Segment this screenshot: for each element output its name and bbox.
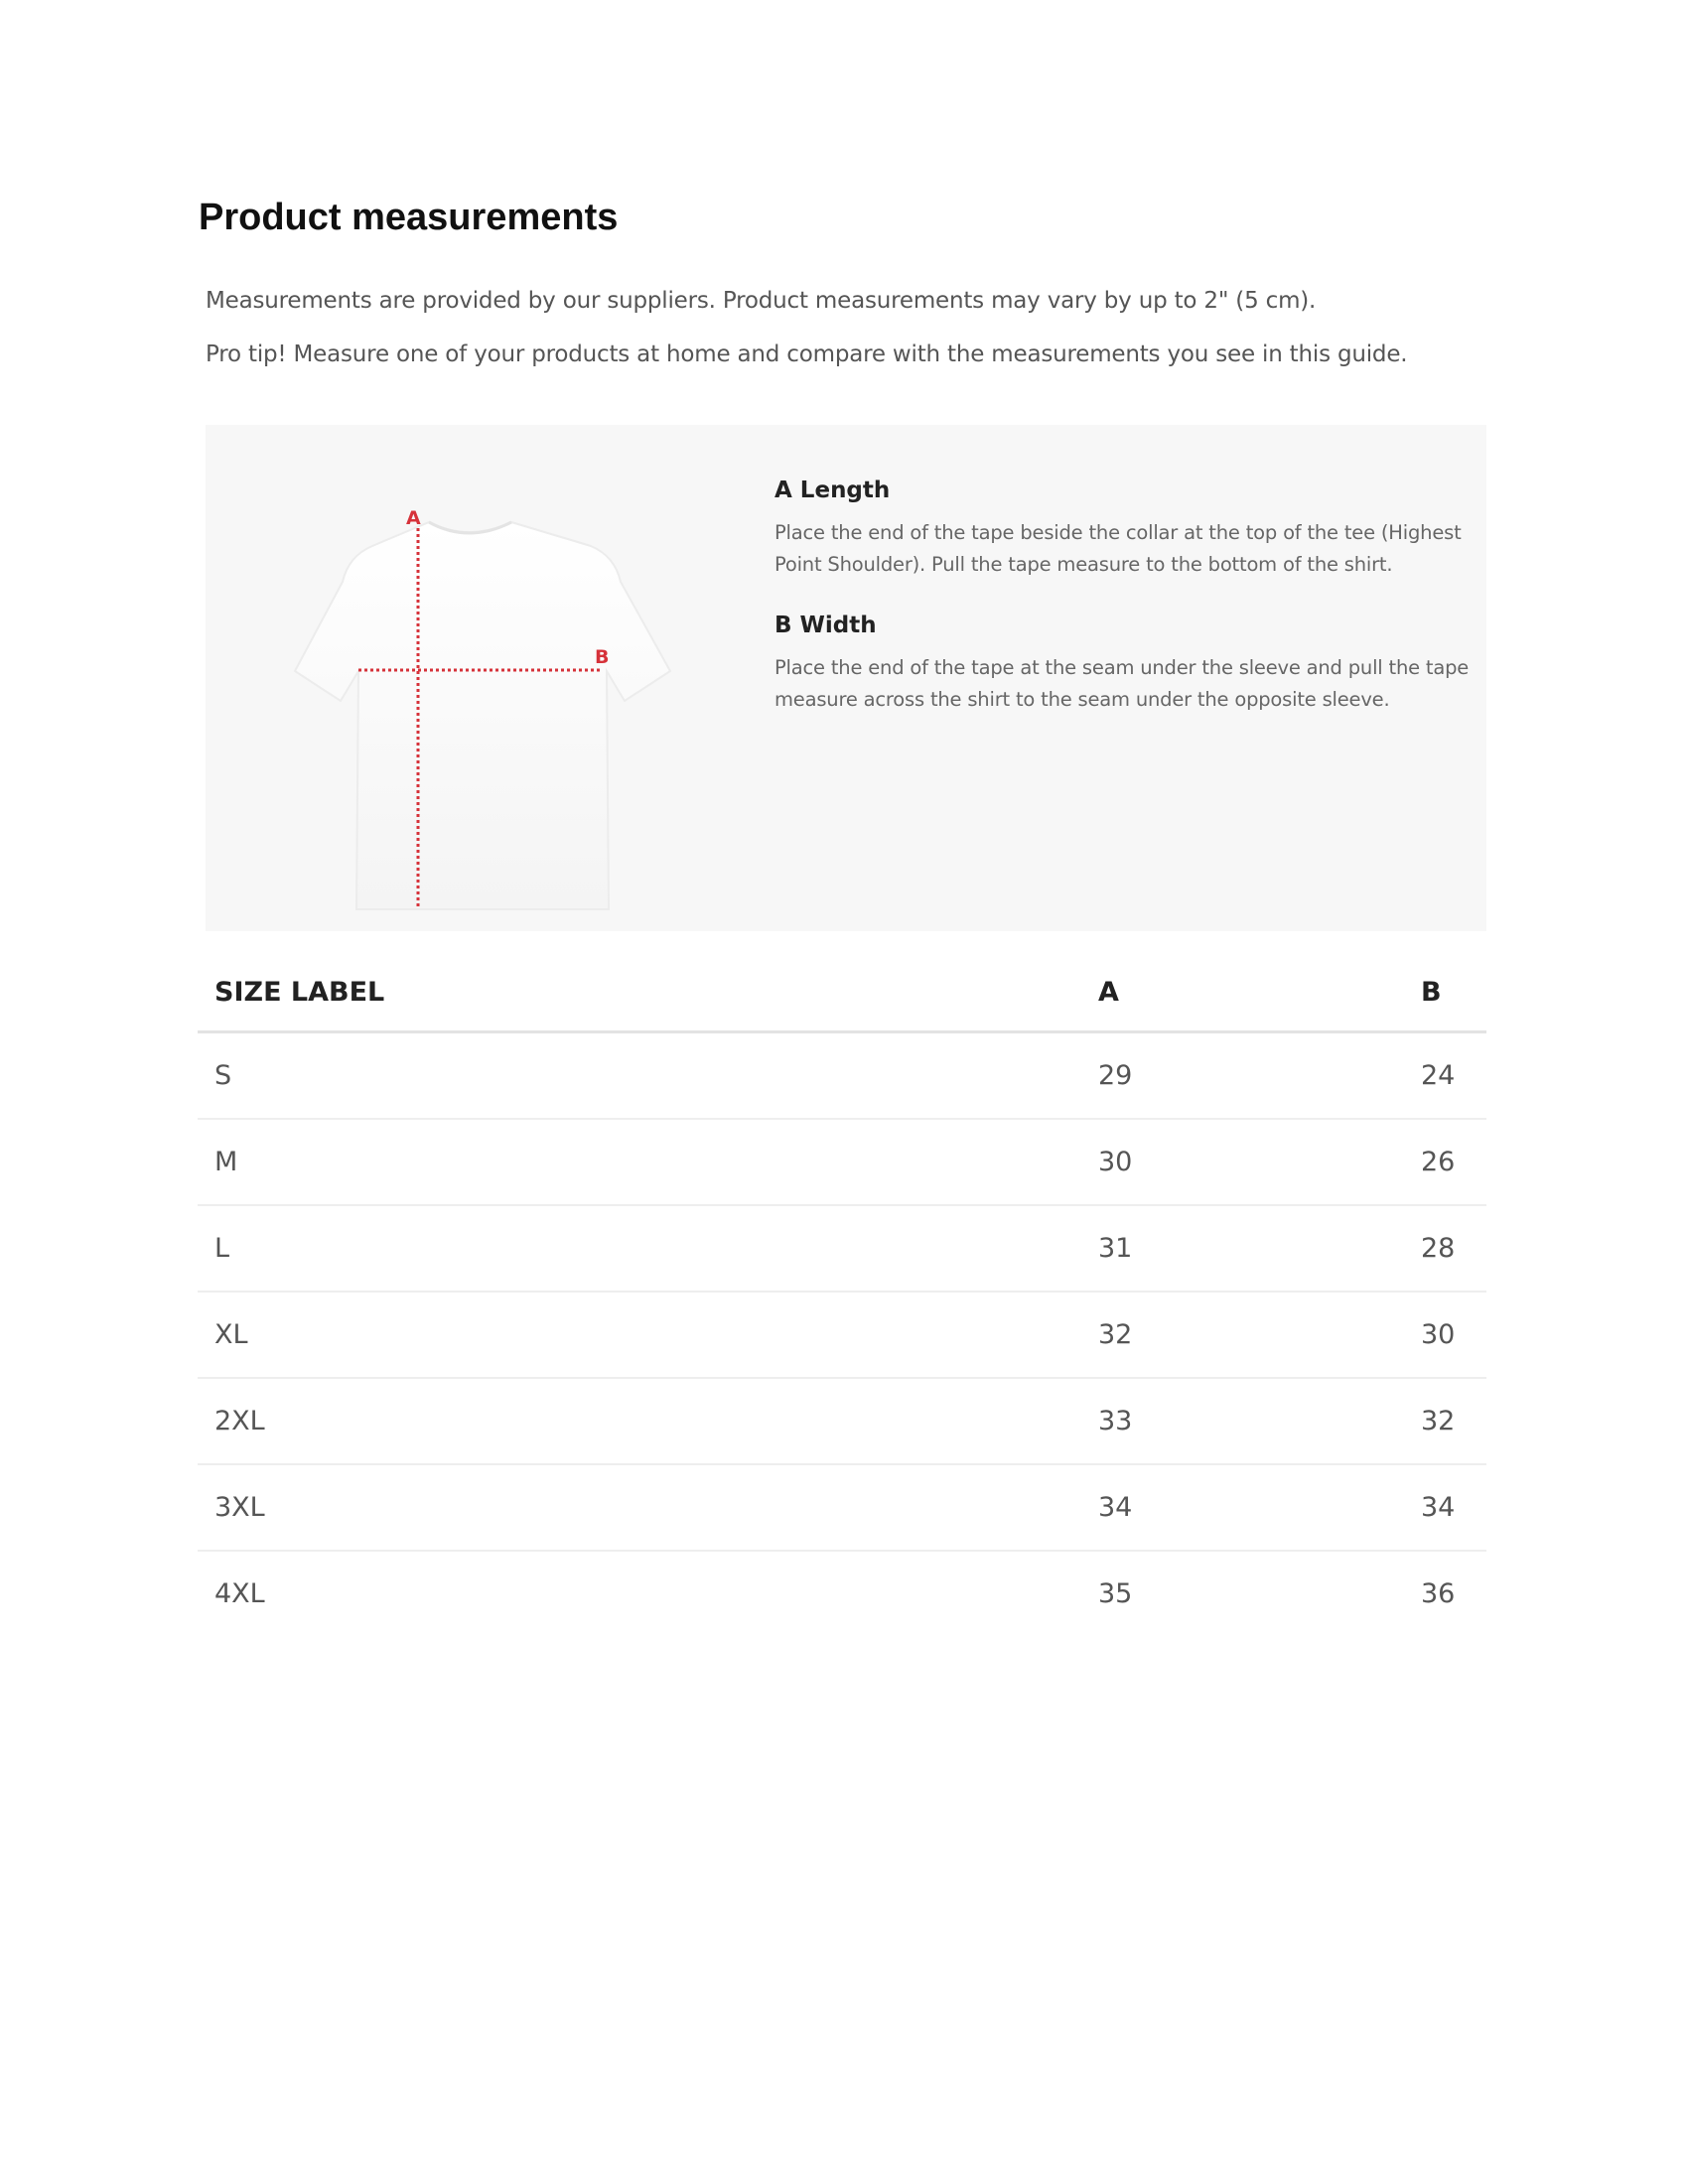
cell-size: 2XL xyxy=(198,1378,1098,1464)
cell-size: S xyxy=(198,1032,1098,1120)
cell-a: 30 xyxy=(1098,1119,1421,1205)
table-row xyxy=(198,1464,1486,1551)
marker-a: A xyxy=(406,507,421,529)
cell-a: 33 xyxy=(1098,1378,1421,1464)
cell-size: M xyxy=(198,1119,1098,1205)
cell-size: L xyxy=(198,1205,1098,1292)
table-row xyxy=(198,1292,1486,1378)
cell-size: 4XL xyxy=(214,1578,265,1609)
table-row xyxy=(198,1378,1486,1464)
tshirt-diagram xyxy=(255,494,732,911)
header-b: B xyxy=(1421,953,1486,1032)
header-size-label: SIZE LABEL xyxy=(198,953,1098,1032)
cell-b: 32 xyxy=(1421,1378,1486,1464)
width-title: B Width xyxy=(774,613,877,638)
intro-pro-tip: Pro tip! Measure one of your products at home and compare with the measurements you see in this guide. xyxy=(206,341,1408,367)
cell-b: 28 xyxy=(1421,1205,1486,1292)
width-description xyxy=(774,613,1470,716)
cell-b: 26 xyxy=(1421,1119,1486,1205)
cell-a: 35 xyxy=(1098,1578,1133,1609)
table-row xyxy=(198,1119,1486,1205)
cell-b: 34 xyxy=(1421,1464,1486,1551)
width-text: Place the end of the tape at the seam under the sleeve and pull the tape measure across the shirt to the seam under the opposite sleeve. xyxy=(774,656,1470,711)
tshirt-shape xyxy=(295,522,670,909)
cell-a: 29 xyxy=(1098,1032,1421,1120)
cell-b: 36 xyxy=(1421,1578,1456,1609)
measurement-guide-panel xyxy=(206,425,1486,931)
length-text: Place the end of the tape beside the collar at the top of the tee (Highest Point Shoulder). Pull the tape measure to the bottom of the shirt. xyxy=(774,521,1462,576)
cell-size: 3XL xyxy=(198,1464,1098,1551)
table-header-row xyxy=(198,953,1486,1032)
cell-a: 32 xyxy=(1098,1292,1421,1378)
table-row xyxy=(198,1032,1486,1120)
cell-b: 30 xyxy=(1421,1292,1486,1378)
size-chart-table xyxy=(198,953,1486,1636)
cell-b: 24 xyxy=(1421,1032,1486,1120)
page-title: Product measurements xyxy=(199,197,619,238)
intro-supplier-note: Measurements are provided by our suppliers. Product measurements may vary by up to 2" (5 cm). xyxy=(206,288,1317,314)
length-title: A Length xyxy=(774,478,891,503)
table-row xyxy=(198,1205,1486,1292)
marker-b: B xyxy=(595,646,610,668)
table-row xyxy=(198,1551,1486,1636)
cell-size: XL xyxy=(198,1292,1098,1378)
cell-a: 31 xyxy=(1098,1205,1421,1292)
cell-a: 34 xyxy=(1098,1464,1421,1551)
length-description xyxy=(774,478,1470,581)
header-a: A xyxy=(1098,953,1421,1032)
